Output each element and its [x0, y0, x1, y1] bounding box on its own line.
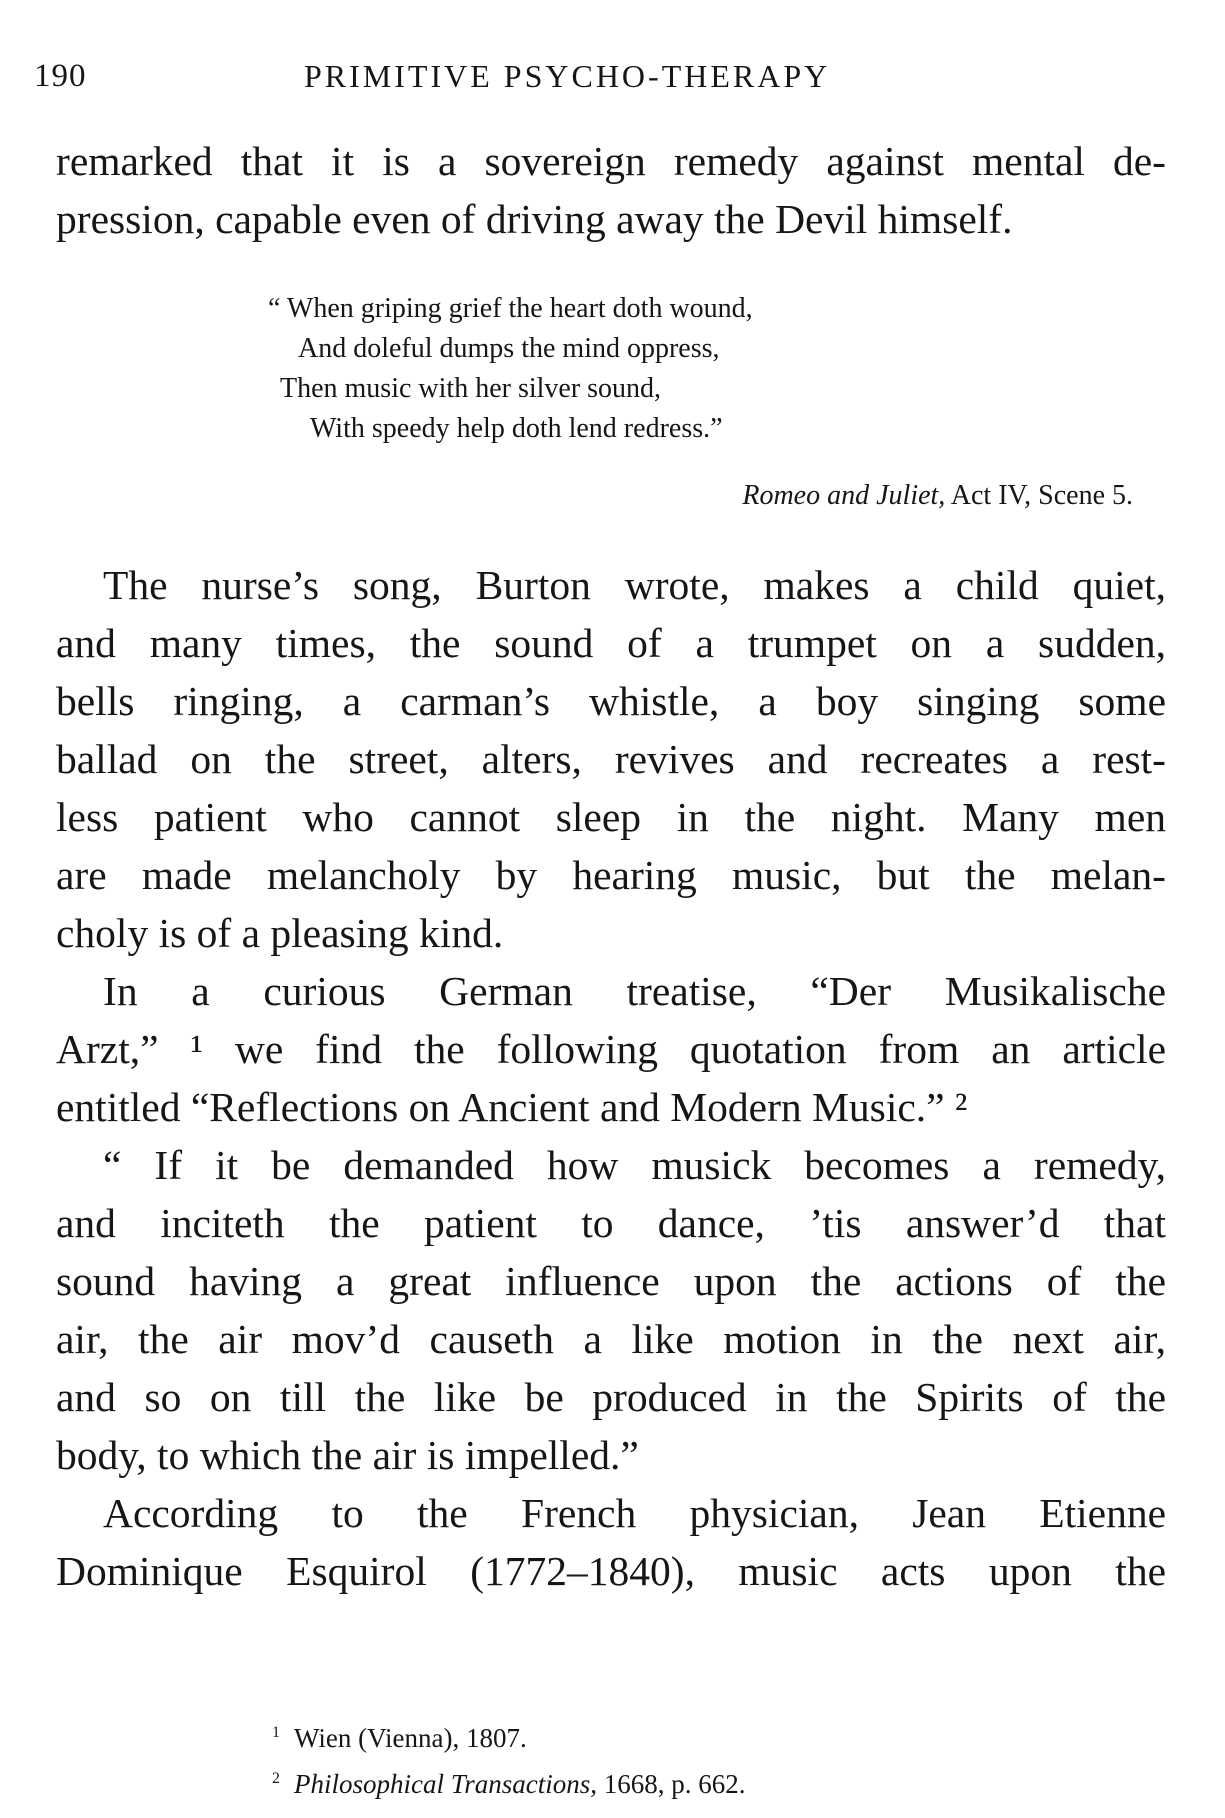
text-line: bells ringing, a carman’s whistle, a boy singing some: [56, 678, 1166, 724]
footnote-source-title: Philosophical Transactions,: [294, 1769, 598, 1799]
text-line: and so on till the like be produced in the Spirits of the: [56, 1374, 1166, 1420]
text-line: remarked that it is a sovereign remedy against mental de-: [56, 138, 1166, 184]
text-line: The nurse’s song, Burton wrote, makes a child quiet,: [103, 562, 1166, 608]
running-title: PRIMITIVE PSYCHO-THERAPY: [304, 58, 831, 94]
verse-line: With speedy help doth lend redress.”: [310, 413, 723, 444]
text-line: ballad on the street, alters, revives and recreates a rest-: [56, 736, 1166, 782]
verse-line: Then music with her silver sound,: [280, 373, 662, 404]
footnote-marker: 1: [272, 1724, 280, 1741]
main-text: [56, 556, 1166, 1600]
text-line: In a curious German treatise, “Der Musikalische: [103, 968, 1166, 1014]
footnote-marker: 2: [272, 1770, 280, 1787]
text-line: body, to which the air is impelled.”: [56, 1432, 639, 1478]
text-line: less patient who cannot sleep in the night. Many men: [56, 794, 1166, 840]
paragraph-burton: [56, 556, 1166, 962]
paragraph-esquirol: [56, 1484, 1166, 1600]
verse-citation: [742, 480, 1133, 512]
page-header: [34, 58, 1164, 118]
text-line: Dominique Esquirol (1772–1840), music acts upon the: [56, 1548, 1166, 1594]
text-line: and many times, the sound of a trumpet on a sudden,: [56, 620, 1166, 666]
text-line: are made melancholy by hearing music, but the melan-: [56, 852, 1166, 898]
citation-title: Romeo and Juliet,: [742, 480, 946, 511]
text-line: air, the air mov’d causeth a like motion in the next air,: [56, 1316, 1166, 1362]
text-line: “ If it be demanded how musick becomes a remedy,: [103, 1142, 1166, 1188]
paragraph-musick-quotation: [56, 1136, 1166, 1484]
verse-line: “ When griping grief the heart doth wound,: [268, 293, 753, 324]
footnote-2: [272, 1758, 746, 1805]
footnote-text: Wien (Vienna), 1807.: [294, 1723, 527, 1753]
text-line: Arzt,” ¹ we find the following quotation from an article: [56, 1026, 1166, 1072]
text-line: and inciteth the patient to dance, ’tis answer’d that: [56, 1200, 1166, 1246]
page-number: 190: [34, 58, 87, 94]
text-line: entitled “Reflections on Ancient and Modern Music.” ²: [56, 1084, 968, 1130]
verse-line: And doleful dumps the mind oppress,: [298, 333, 720, 364]
footnote-text: 1668, p. 662.: [603, 1769, 746, 1799]
text-line: sound having a great influence upon the actions of the: [56, 1258, 1166, 1304]
text-line: pression, capable even of driving away the Devil himself.: [56, 196, 1013, 242]
text-line: According to the French physician, Jean Etienne: [103, 1490, 1166, 1536]
citation-rest: Act IV, Scene 5.: [950, 480, 1133, 511]
footnote-1: [272, 1712, 527, 1759]
paragraph-german-treatise: [56, 962, 1166, 1136]
opening-paragraph: [56, 132, 1166, 248]
text-line: choly is of a pleasing kind.: [56, 910, 504, 956]
